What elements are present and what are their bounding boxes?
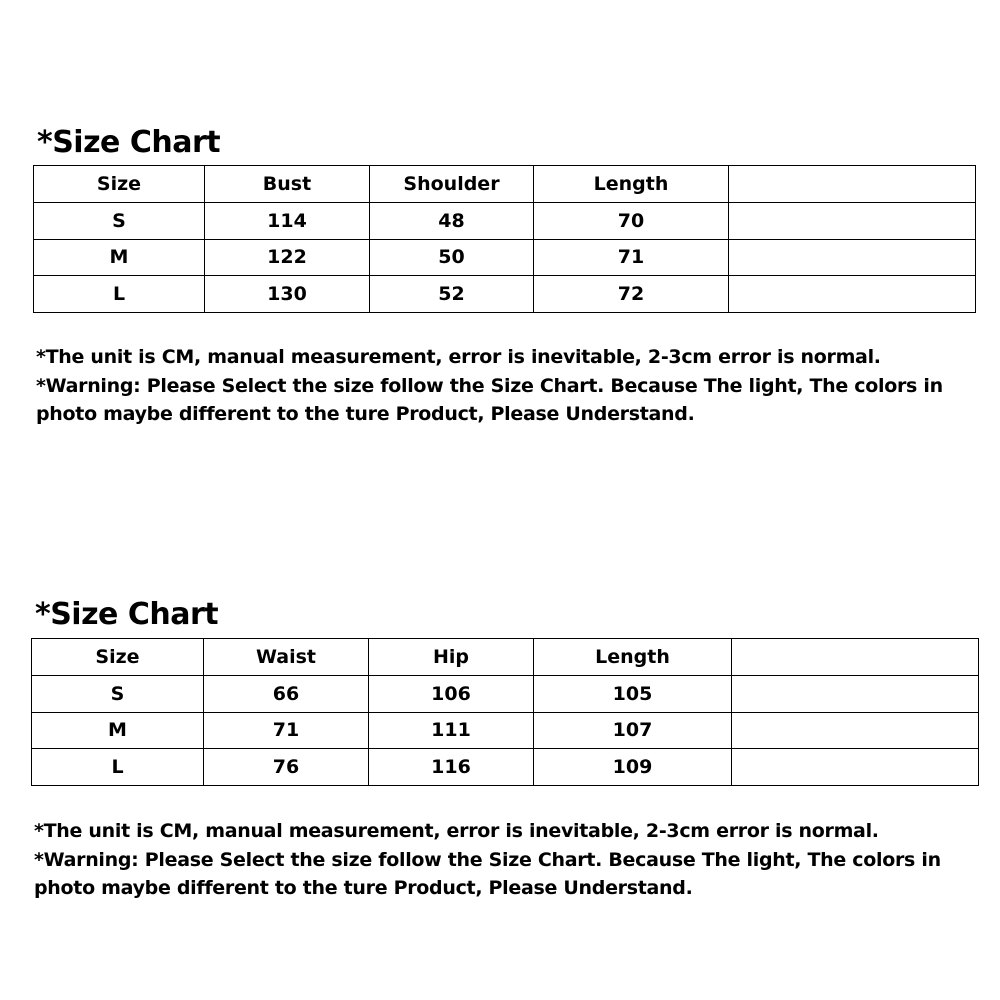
cell-size: S: [34, 202, 205, 239]
column-header-size: Size: [34, 166, 205, 203]
warning-note: *Warning: Please Select the size follow the Size Chart. Because The light, The colors in: [34, 848, 941, 871]
warning-note: *Warning: Please Select the size follow the Size Chart. Because The light, The colors in: [36, 374, 943, 397]
column-header-empty: [729, 166, 976, 203]
cell-waist: 66: [204, 675, 369, 712]
cell-empty: [729, 239, 976, 276]
unit-note: *The unit is CM, manual measurement, error is inevitable, 2-3cm error is normal.: [36, 346, 881, 368]
cell-empty: [729, 276, 976, 313]
cell-empty: [732, 675, 979, 712]
table-row: [32, 675, 979, 712]
size-table-bottoms: [31, 638, 979, 786]
cell-size: M: [34, 239, 205, 276]
table-header-row: [32, 639, 979, 676]
cell-length: 71: [534, 239, 729, 276]
column-header-shoulder: Shoulder: [370, 166, 534, 203]
cell-hip: 116: [369, 749, 534, 786]
table-header-row: [34, 166, 976, 203]
cell-empty: [732, 712, 979, 749]
size-chart-title: *Size Chart: [37, 125, 221, 160]
cell-length: 72: [534, 276, 729, 313]
size-notes: [34, 817, 941, 903]
unit-note: *The unit is CM, manual measurement, error is inevitable, 2-3cm error is normal.: [34, 820, 879, 842]
cell-length: 70: [534, 202, 729, 239]
cell-size: L: [32, 749, 204, 786]
cell-waist: 71: [204, 712, 369, 749]
column-header-hip: Hip: [369, 639, 534, 676]
cell-shoulder: 52: [370, 276, 534, 313]
warning-note-continued: photo maybe different to the ture Product, Please Understand.: [36, 403, 695, 425]
cell-bust: 122: [205, 239, 370, 276]
cell-bust: 130: [205, 276, 370, 313]
cell-hip: 111: [369, 712, 534, 749]
cell-hip: 106: [369, 675, 534, 712]
column-header-length: Length: [534, 166, 729, 203]
column-header-bust: Bust: [205, 166, 370, 203]
column-header-size: Size: [32, 639, 204, 676]
cell-waist: 76: [204, 749, 369, 786]
column-header-empty: [732, 639, 979, 676]
cell-size: M: [32, 712, 204, 749]
cell-empty: [732, 749, 979, 786]
column-header-length: Length: [534, 639, 732, 676]
table-row: [34, 276, 976, 313]
table-row: [34, 239, 976, 276]
table-row: [32, 749, 979, 786]
table-row: [34, 202, 976, 239]
cell-empty: [729, 202, 976, 239]
cell-bust: 114: [205, 202, 370, 239]
cell-length: 107: [534, 712, 732, 749]
table-row: [32, 712, 979, 749]
warning-note-continued: photo maybe different to the ture Product, Please Understand.: [34, 877, 693, 899]
cell-size: L: [34, 276, 205, 313]
cell-shoulder: 50: [370, 239, 534, 276]
cell-size: S: [32, 675, 204, 712]
size-notes: [36, 343, 943, 429]
column-header-waist: Waist: [204, 639, 369, 676]
cell-shoulder: 48: [370, 202, 534, 239]
cell-length: 109: [534, 749, 732, 786]
cell-length: 105: [534, 675, 732, 712]
size-chart-title: *Size Chart: [35, 597, 219, 632]
size-table-tops: [33, 165, 976, 313]
